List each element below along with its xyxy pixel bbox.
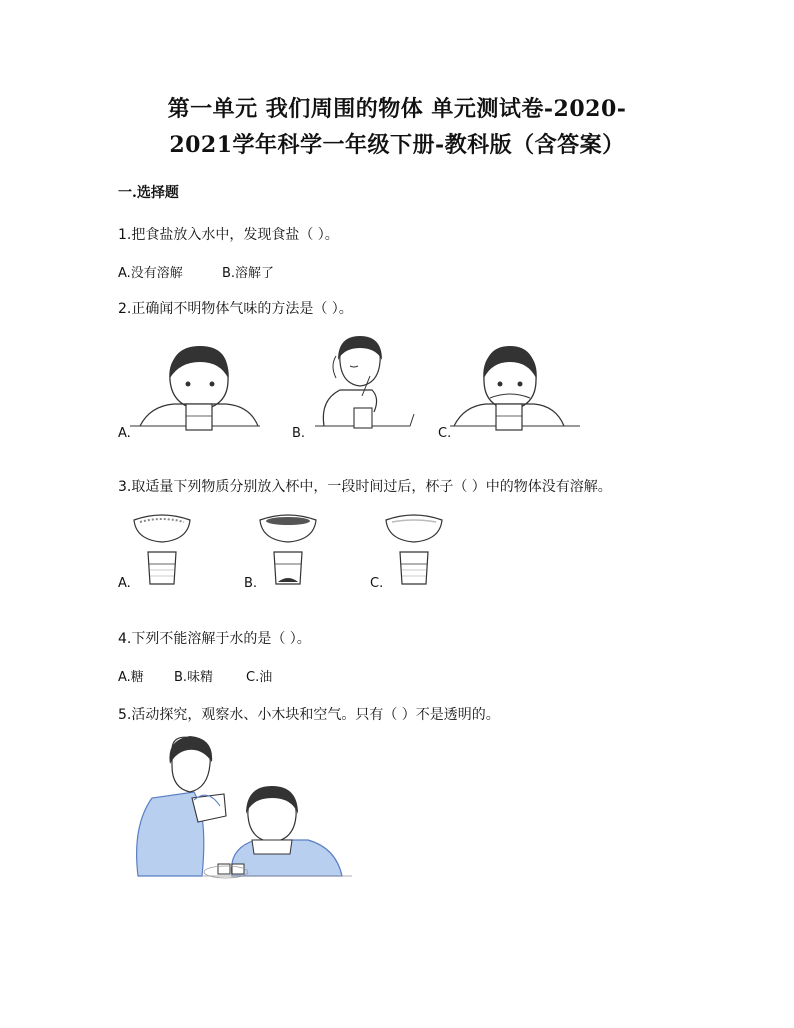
q2-option-c: C.: [438, 426, 452, 441]
q4-option-c: C.油: [246, 670, 273, 685]
question-2: 2.正确闻不明物体气味的方法是（ ）。: [118, 301, 353, 317]
q2-illustration-c: [450, 340, 600, 440]
q2-illustration-a: [130, 340, 280, 440]
q3-option-a: A.: [118, 576, 131, 591]
q2-option-a: A.: [118, 426, 131, 441]
q4-option-a: A.糖: [118, 670, 144, 685]
title-line-1: 第一单元 我们周围的物体 单元测试卷-2020-: [167, 96, 627, 122]
title-line-2: 2021学年科学一年级下册-教科版（含答案）: [169, 132, 625, 158]
question-3: 3.取适量下列物质分别放入杯中，一段时间过后，杯子（ ）中的物体没有溶解。: [118, 479, 612, 495]
q2-illustration-b: [310, 336, 420, 436]
question-1: 1.把食盐放入水中，发现食盐（ ）。: [118, 227, 339, 243]
q3-option-b: B.: [244, 576, 258, 591]
q5-illustration: [132, 736, 362, 886]
q3-option-c: C.: [370, 576, 384, 591]
q3-illustration-c: [382, 512, 452, 592]
q4-option-b: B.味精: [174, 670, 214, 685]
question-5: 5.活动探究，观察水、小木块和空气。只有（ ）不是透明的。: [118, 707, 500, 723]
q1-option-b: B.溶解了: [222, 266, 275, 281]
q1-option-a: A.没有溶解: [118, 266, 183, 281]
q3-illustration-a: [130, 512, 200, 592]
q3-illustration-b: [256, 512, 326, 592]
section-heading: 一.选择题: [118, 185, 179, 201]
question-4: 4.下列不能溶解于水的是（ ）。: [118, 631, 311, 647]
q2-option-b: B.: [292, 426, 306, 441]
